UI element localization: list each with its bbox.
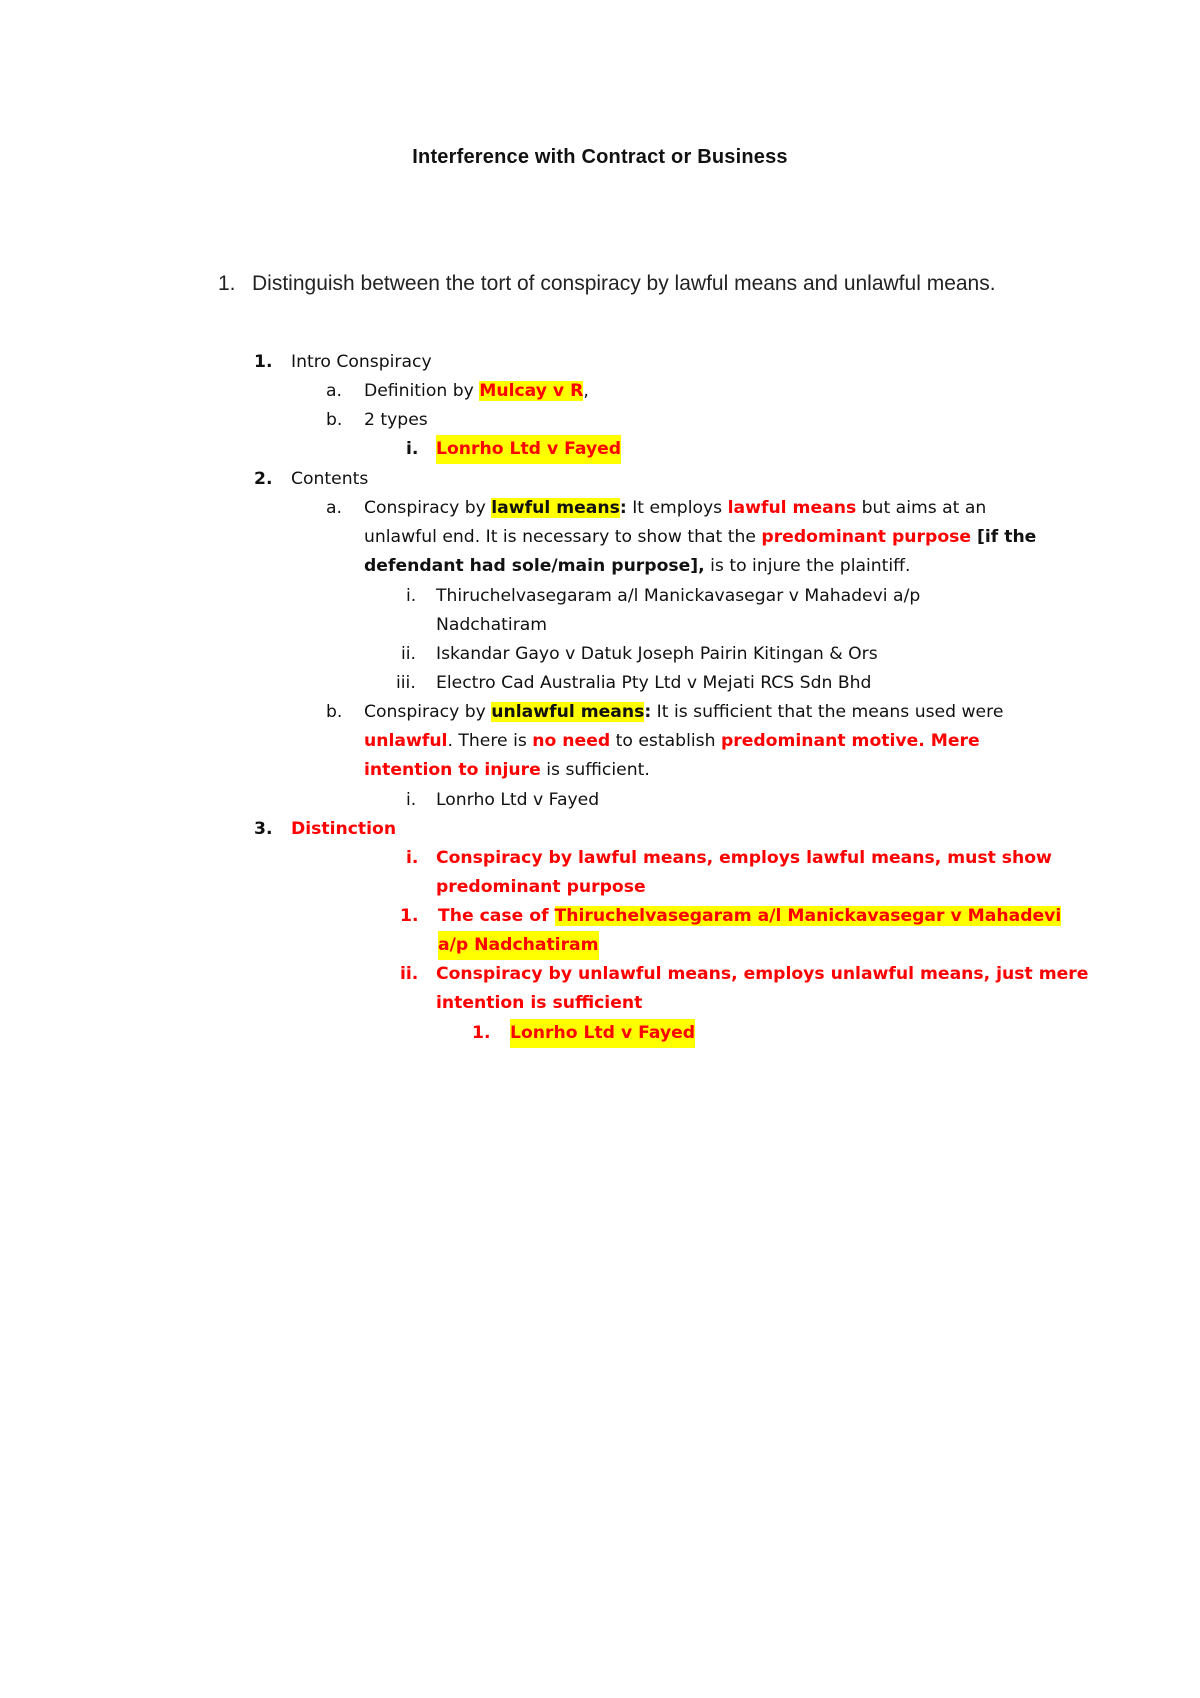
item-marker: i. (406, 439, 419, 459)
section-heading: Intro Conspiracy (291, 352, 432, 372)
list-item: Conspiracy by lawful means, employs lawful means, must show (436, 848, 1052, 868)
item-marker: a. (326, 498, 342, 518)
item-text: but aims at an (856, 498, 987, 518)
list-item (364, 494, 986, 523)
item-text: [if the (971, 527, 1037, 547)
list-item: 2 types (364, 410, 428, 430)
emphasis-term: predominant motive (720, 731, 919, 751)
case-citation: Lonrho Ltd v Fayed (436, 790, 600, 810)
section-heading: Contents (291, 469, 369, 489)
item-marker: 1. (472, 1023, 491, 1043)
emphasis-term: no need (532, 731, 611, 751)
emphasis-term: lawful means (727, 498, 857, 518)
section-heading: Distinction (291, 819, 397, 839)
case-citation: Lonrho Ltd v Fayed (510, 1019, 695, 1048)
item-marker: i. (406, 848, 419, 868)
list-item-continued (364, 552, 911, 581)
item-marker: b. (326, 410, 343, 430)
case-citation-continued: Nadchatiram (436, 615, 548, 635)
item-text: Definition by (364, 381, 480, 401)
item-text: It employs (626, 498, 728, 518)
emphasis-term: unlawful (364, 731, 448, 751)
item-text: , (583, 381, 589, 401)
case-citation: Thiruchelvasegaram a/l Manickavasegar v Mahadevi a/p (436, 586, 921, 606)
highlight-term: lawful means (491, 498, 620, 518)
item-marker: ii. (400, 964, 419, 984)
item-text: The case of (438, 906, 555, 926)
item-marker: iii. (396, 673, 416, 693)
case-citation: Thiruchelvasegaram a/l Manickavasegar v Mahadevi (554, 906, 1062, 926)
list-item-continued: predominant purpose (436, 877, 646, 897)
item-text: to establish (610, 731, 721, 751)
section-number: 2. (254, 469, 273, 489)
item-text: Conspiracy by (364, 702, 492, 722)
list-item: Conspiracy by unlawful means, employs unlawful means, just mere (436, 964, 1089, 984)
case-citation: Iskandar Gayo v Datuk Joseph Pairin Kitingan & Ors (436, 644, 878, 664)
item-marker: ii. (401, 644, 417, 664)
emphasis-term: predominant purpose (761, 527, 972, 547)
emphasis-term: Mere (930, 731, 980, 751)
item-text: : (644, 702, 652, 722)
item-text: . (918, 731, 931, 751)
emphasis-term: intention to injure (364, 760, 541, 780)
question-number: 1. (218, 272, 236, 295)
item-text: It is sufficient that the means used were (651, 702, 1004, 722)
list-item-continued (364, 523, 1036, 552)
item-text: defendant had sole/main purpose], (364, 556, 705, 576)
item-marker: i. (406, 586, 417, 606)
document-title: Interference with Contract or Business (412, 146, 788, 168)
list-item-continued: intention is sufficient (436, 993, 643, 1013)
item-text: is to injure the plaintiff. (704, 556, 911, 576)
case-citation: Mulcay v R (479, 381, 584, 401)
question-text: Distinguish between the tort of conspiracy by lawful means and unlawful means. (252, 272, 996, 295)
item-marker: a. (326, 381, 342, 401)
item-text: : (619, 498, 627, 518)
item-text: Conspiracy by (364, 498, 492, 518)
case-citation: Lonrho Ltd v Fayed (436, 435, 621, 464)
case-citation: Electro Cad Australia Pty Ltd v Mejati RCS Sdn Bhd (436, 673, 872, 693)
case-citation-continued: a/p Nadchatiram (438, 931, 599, 960)
list-item-continued (364, 756, 650, 785)
list-item (364, 698, 1003, 727)
item-marker: 1. (400, 906, 419, 926)
item-marker: b. (326, 702, 343, 722)
item-text: is sufficient. (540, 760, 650, 780)
section-number: 1. (254, 352, 273, 372)
item-marker: i. (406, 790, 417, 810)
highlight-term: unlawful means (491, 702, 645, 722)
list-item (364, 377, 589, 406)
list-item (438, 902, 1061, 931)
list-item-continued (364, 727, 980, 756)
item-text: . There is (447, 731, 533, 751)
item-text: unlawful end. It is necessary to show that the (364, 527, 762, 547)
section-number: 3. (254, 819, 273, 839)
